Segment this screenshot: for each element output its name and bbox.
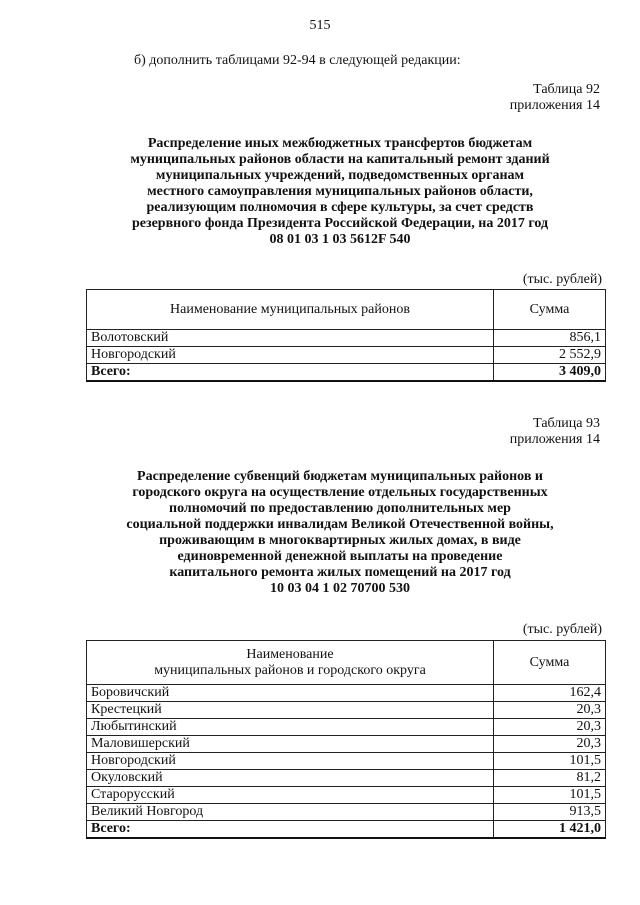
- intro-text: б) дополнить таблицами 92-94 в следующей редакции:: [134, 53, 461, 68]
- table93: [86, 640, 606, 839]
- table-row: [87, 787, 606, 804]
- table92-title-line: реализующим полномочия в сфере культуры, за счет средств: [146, 200, 534, 215]
- column-header-name: Наименование муниципальных районов: [87, 290, 494, 330]
- table93-caption-appendix: приложения 14: [509, 432, 600, 447]
- total-row: [87, 364, 606, 382]
- table92-title-line: резервного фонда Президента Российской Федерации, на 2017 год: [131, 216, 549, 231]
- district-name: Маловишерский: [87, 736, 494, 753]
- column-header-sum: Сумма: [494, 641, 606, 685]
- column-header-sum: Сумма: [494, 290, 606, 330]
- table92-caption: [510, 82, 600, 114]
- total-row: [87, 821, 606, 839]
- district-sum: 101,5: [494, 753, 606, 770]
- table-row: [87, 753, 606, 770]
- table93-title-line: капитального ремонта жилых помещений на 2017 год: [169, 565, 511, 580]
- table93-title-line: социальной поддержки инвалидам Великой Отечественной войны,: [126, 517, 554, 532]
- column-header-name: [87, 641, 494, 685]
- district-name: Новгородский: [87, 347, 494, 364]
- table93-title-line: городского округа на осуществление отдельных государственных: [132, 485, 548, 500]
- column-header-name-line2: муниципальных районов и городского округа: [154, 662, 426, 678]
- district-sum: 20,3: [494, 702, 606, 719]
- table93-unit: (тыс. рублей): [522, 622, 602, 637]
- table92: [86, 289, 606, 382]
- table93-title-line: единовременной денежной выплаты на проведение: [177, 549, 503, 564]
- district-name: Окуловский: [87, 770, 494, 787]
- table-row: [87, 685, 606, 702]
- district-name: Великий Новгород: [87, 804, 494, 821]
- table93-title-line: Распределение субвенций бюджетам муниципальных районов и: [137, 469, 543, 484]
- district-sum: 913,5: [494, 804, 606, 821]
- table92-unit: (тыс. рублей): [522, 272, 602, 287]
- district-sum: 2 552,9: [494, 347, 606, 364]
- district-name: Крестецкий: [87, 702, 494, 719]
- table93-caption-number: Таблица 93: [533, 416, 600, 431]
- table93-title-line: полномочий по предоставлению дополнительных мер: [169, 501, 511, 516]
- district-name: Волотовский: [87, 330, 494, 347]
- column-header-name-line1: Наименование: [246, 646, 334, 662]
- district-name: Новгородский: [87, 753, 494, 770]
- table92-title-line: Распределение иных межбюджетных трансфертов бюджетам: [147, 136, 533, 151]
- table-row: [87, 702, 606, 719]
- district-name: Старорусский: [87, 787, 494, 804]
- table92-title-code: 08 01 03 1 03 5612F 540: [269, 232, 411, 247]
- table-row: [87, 804, 606, 821]
- table-row: [87, 347, 606, 364]
- district-name: Боровичский: [87, 685, 494, 702]
- table-header-row: [87, 290, 606, 330]
- table92-caption-appendix: приложения 14: [509, 98, 600, 113]
- table92-title-line: муниципальных районов области на капитальный ремонт зданий: [130, 152, 550, 167]
- table92-title-line: муниципальных учреждений, подведомственных органам: [155, 168, 525, 183]
- table-row: [87, 719, 606, 736]
- district-sum: 101,5: [494, 787, 606, 804]
- table92-caption-number: Таблица 92: [533, 82, 600, 97]
- district-sum: 20,3: [494, 736, 606, 753]
- total-label: Всего:: [87, 821, 494, 839]
- district-name: Любытинский: [87, 719, 494, 736]
- district-sum: 162,4: [494, 685, 606, 702]
- table-row: [87, 770, 606, 787]
- page-number: 515: [309, 18, 331, 33]
- total-label: Всего:: [87, 364, 494, 382]
- total-value: 3 409,0: [494, 364, 606, 382]
- table93-title: [60, 469, 620, 597]
- table-row: [87, 736, 606, 753]
- district-sum: 81,2: [494, 770, 606, 787]
- table-header-row: [87, 641, 606, 685]
- table93-title-line: проживающим в многоквартирных жилых домах, в виде: [159, 533, 521, 548]
- table92-title-line: местного самоуправления муниципальных районов области,: [147, 184, 533, 199]
- district-sum: 20,3: [494, 719, 606, 736]
- table-row: [87, 330, 606, 347]
- total-value: 1 421,0: [494, 821, 606, 839]
- table93-title-code: 10 03 04 1 02 70700 530: [270, 581, 410, 596]
- district-sum: 856,1: [494, 330, 606, 347]
- table93-caption: [510, 416, 600, 448]
- table92-title: [60, 136, 620, 248]
